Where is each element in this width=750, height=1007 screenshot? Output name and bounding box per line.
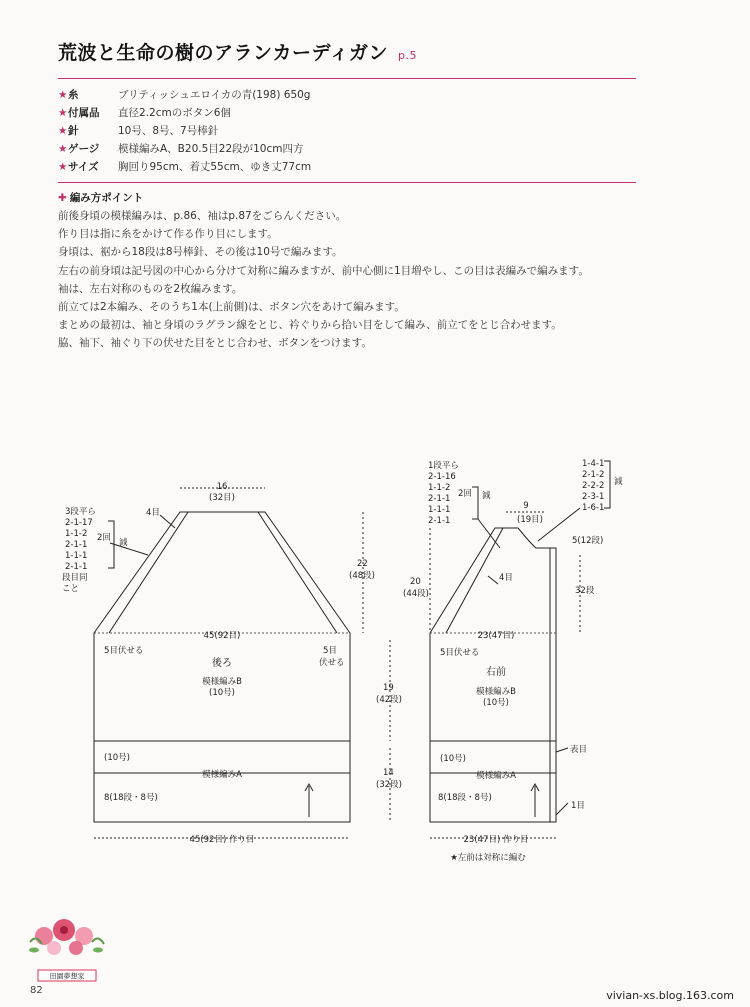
front-neck-dec-4: 1-1-1 (428, 505, 451, 515)
front-neck-dec-1: 2-1-16 (428, 472, 456, 482)
points-heading-text: 編み方ポイント (69, 192, 144, 204)
instruction-line: 左右の前身頃は記号図の中心から分けて対称に編みますが、前中心側に1目増やし、この目は表編みで編みます。 (58, 264, 589, 277)
plus-icon: ✚ (58, 192, 67, 204)
star-icon: ★ (58, 125, 68, 137)
back-dec-3: 2-1-1 (65, 540, 88, 550)
back-pattern-b: 模様編みB (202, 677, 242, 687)
back-top-stitches: (32目) (209, 493, 235, 503)
back-dec-5: 2-1-1 (65, 562, 88, 572)
back-dec-0: 3段平ら (65, 507, 96, 517)
back-raglan-edge-left (109, 512, 188, 633)
front-dec-1: 2-1-2 (582, 470, 605, 480)
front-hem: 8(18段・8号) (438, 793, 492, 803)
front-needle-mid: (10号) (440, 754, 466, 764)
instruction-line: 前後身頃の模様編みは、p.86、袖はp.87をごらんください。 (58, 210, 347, 222)
back-dec-mult: 2回 (97, 533, 111, 543)
back-hem-rows: (32段) (376, 780, 402, 790)
blog-watermark: vivian-xs.blog.163.com (606, 989, 734, 1002)
back-raglan-height: 22 (357, 559, 368, 569)
front-dec-3: 2-3-1 (582, 492, 605, 502)
back-dec-6: 段目同 (62, 573, 88, 583)
front-dec-0: 1-4-1 (582, 459, 605, 469)
one-st-leader (556, 803, 568, 815)
back-raglan-edge-right (258, 512, 337, 633)
front-neck-dec-3: 2-1-1 (428, 494, 451, 504)
front-neck-mult: 2回 (458, 489, 472, 499)
spec-label: 糸 (68, 89, 79, 101)
spec-value: ブリティッシュエロイカの青(198) 650g (118, 89, 311, 101)
back-body-rows: (42段) (376, 695, 402, 705)
logo-text: 田園夢想家 (49, 972, 85, 981)
front-neck-leader (478, 519, 500, 548)
back-caston: 45(92目) 作り目 (189, 835, 255, 845)
back-body-height: 19 (383, 683, 394, 693)
front-needle-b: (10号) (483, 698, 509, 708)
instruction-line: 脇、袖下、袖ぐり下の伏せた目をとじ合わせ、ボタンをつけます。 (58, 337, 372, 350)
back-needle-mid: (10号) (104, 753, 130, 763)
spec-value: 10号、8号、7号棒針 (118, 125, 219, 137)
instruction-line: 袖は、左右対称のものを2枚編みます。 (58, 282, 243, 295)
page-number: 82 (30, 985, 43, 996)
spec-value: 直径2.2cmのボタン6個 (118, 107, 231, 119)
front-name: 右前 (486, 667, 506, 678)
knit-stitch-leader (556, 748, 568, 752)
star-icon: ★ (58, 107, 68, 119)
spec-label: 針 (68, 125, 79, 137)
front-edge-leader (488, 576, 498, 584)
front-caston: 23(47目) 作り目 (463, 835, 529, 845)
instruction-line: 身頃は、裾から18段は8号棒針、その後は10号で編みます。 (58, 246, 343, 259)
title-page-ref: p.5 (397, 49, 417, 62)
star-icon: ★ (58, 161, 68, 173)
front-dec-2: 2-2-2 (582, 481, 605, 491)
front-neck-dec-label: 減 (482, 491, 491, 501)
back-dec-1: 2-1-17 (65, 518, 93, 528)
front-pattern-a: 模様編みA (476, 771, 516, 781)
instruction-line: まとめの最初は、袖と身頃のラグラン線をとじ、衿ぐりから拾い目をして編み、前立てをとじ合わせます。 (58, 319, 562, 332)
back-dec-leader (110, 543, 148, 555)
back-hem: 8(18段・8号) (104, 793, 158, 803)
front-edge-4: 4目 (499, 573, 513, 583)
front-raglan-height: 20 (410, 577, 421, 587)
front-dec-4: 1-6-1 (582, 503, 605, 513)
back-raglan-rows: (48段) (349, 571, 375, 581)
star-icon: ★ (58, 143, 68, 155)
front-width: 23(47目) (477, 631, 515, 641)
instruction-line: 前立ては2本編み、そのうち1本(上前側)は、ボタン穴をあけて編みます。 (58, 301, 405, 314)
back-dec-2: 1-1-2 (65, 529, 88, 539)
back-pattern-a: 模様編みA (202, 770, 242, 780)
spec-label: 付属品 (68, 107, 100, 119)
back-bind-right-2: 伏せる (319, 658, 345, 668)
front-shoulder-stitches: (19目) (517, 515, 543, 525)
spec-value: 模様編みA、B20.5目22段が10cm四方 (118, 143, 304, 155)
front-neck-bracket (472, 487, 478, 519)
front-mirror-note: ★左前は対称に編む (450, 853, 526, 863)
front-raglan-rows: (44段) (403, 589, 429, 599)
back-top-width: 16 (216, 482, 228, 492)
front-dec-label: 減 (614, 477, 623, 487)
front-bind: 5目伏せる (440, 648, 480, 658)
back-name: 後ろ (212, 658, 232, 669)
front-neck-dec-5: 2-1-1 (428, 516, 451, 526)
front-rows: 32段 (575, 586, 595, 596)
front-pattern-b: 模様編みB (476, 687, 516, 697)
front-knit-stitch: 表目 (570, 745, 588, 755)
front-shoulder-width: 9 (523, 501, 529, 511)
spec-value: 胸回り95cm、着丈55cm、ゆき丈77cm (118, 161, 312, 173)
flower-logo (22, 912, 112, 992)
back-edge-4: 4目 (146, 508, 160, 518)
front-neck-depth: 5(12段) (572, 536, 604, 546)
spec-label: サイズ (68, 161, 99, 173)
back-dec-label: 減 (119, 538, 128, 548)
instruction-line: 作り目は指に糸をかけて作る作り目にします。 (58, 228, 278, 241)
back-bind-right-1: 5目 (323, 646, 337, 656)
back-dec-note: こと (62, 584, 80, 594)
back-needle-b: (10号) (209, 688, 235, 698)
back-width: 45(92目) (203, 631, 241, 641)
title-text: 荒波と生命の樹のアランカーディガン (58, 42, 388, 64)
star-icon: ★ (58, 89, 68, 101)
front-dec-bracket (604, 461, 610, 508)
front-neck-dec-0: 1段平ら (428, 461, 459, 471)
front-one-st: 1目 (571, 801, 585, 811)
front-neck-dec-2: 1-1-2 (428, 483, 451, 493)
back-bind-left: 5目伏せる (104, 646, 144, 656)
spec-label: ゲージ (68, 143, 100, 155)
back-dec-4: 1-1-1 (65, 551, 88, 561)
back-hem-height: 14 (383, 768, 394, 778)
front-raglan-edge (446, 528, 503, 633)
